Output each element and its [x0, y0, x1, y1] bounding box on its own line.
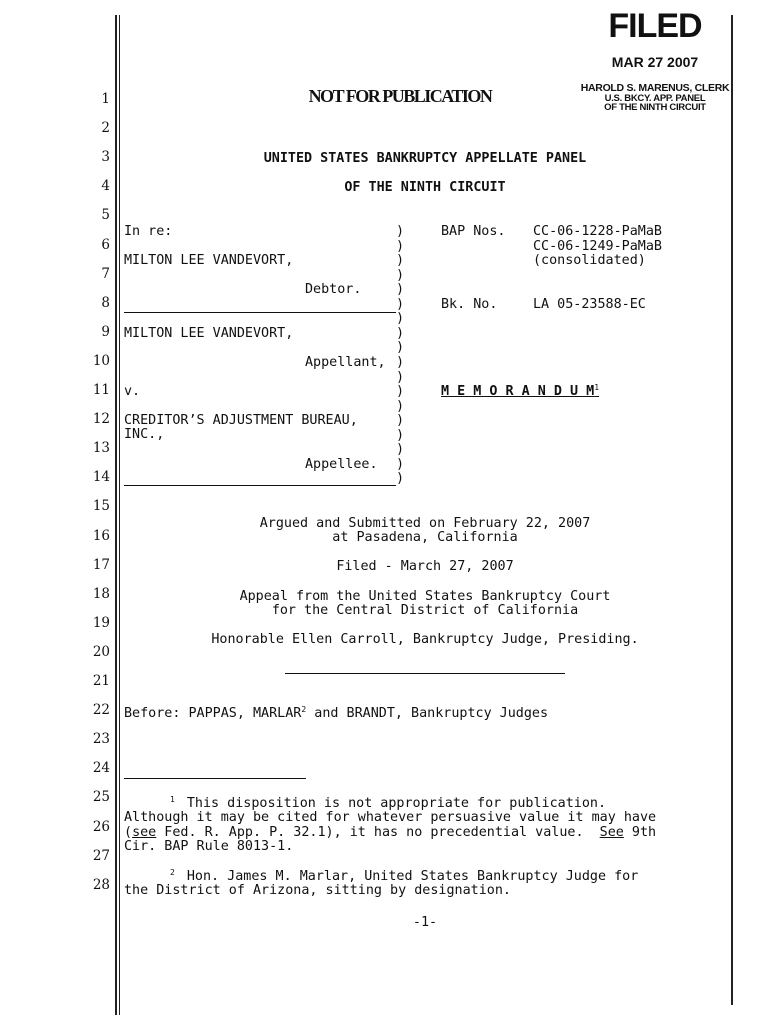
caption-appellee-label: Appellee. — [305, 457, 378, 472]
caption-paren: ) — [396, 253, 405, 269]
footnote-2-line-2: the District of Arizona, sitting by designation. — [124, 883, 511, 898]
filed-date: MAR 27 2007 — [611, 54, 699, 70]
caption-appellant-name: MILTON LEE VANDEVORT, — [124, 326, 294, 341]
presiding-judge: Honorable Ellen Carroll, Bankruptcy Judge, Presiding. — [211, 632, 639, 647]
caption-paren: ) — [396, 340, 405, 356]
memorandum-title — [441, 384, 599, 399]
not-for-publication: NOT FOR PUBLICATION — [308, 86, 492, 106]
caption-paren: ) — [396, 456, 405, 472]
line-number: 11 — [92, 382, 110, 398]
line-number: 4 — [101, 178, 110, 195]
caption-paren: ) — [396, 311, 405, 327]
caption-paren: ) — [396, 354, 405, 370]
caption-paren: ) — [396, 442, 405, 458]
court-title-line2: OF THE NINTH CIRCUIT — [344, 180, 506, 195]
caption-divider-1 — [124, 312, 396, 313]
argued-line-1: Argued and Submitted on February 22, 2007 — [259, 516, 591, 531]
caption-paren: ) — [396, 398, 405, 414]
body-divider — [285, 673, 565, 674]
line-number: 24 — [92, 760, 110, 777]
footnote-1-see-2: See — [599, 825, 624, 840]
bap-number-3: (consolidated) — [533, 253, 646, 268]
line-number: 7 — [101, 265, 110, 282]
memorandum-text: M E M O R A N D U M — [441, 384, 595, 399]
appeal-line-1: Appeal from the United States Bankruptcy Court — [239, 589, 611, 604]
panel-judges-footnote-ref: 2 — [301, 705, 307, 714]
footnote-1-citation: Fed. R. App. P. 32.1), it has no precedential value. — [156, 825, 600, 840]
line-number: 13 — [92, 440, 110, 457]
line-number: 19 — [92, 614, 110, 631]
caption-debtor-label: Debtor. — [305, 282, 362, 297]
caption-paren: ) — [396, 369, 405, 385]
panel-judges — [124, 706, 548, 721]
panel-judges-prefix: Before: PAPPAS, MARLAR — [124, 706, 302, 721]
panel-judges-suffix: and BRANDT, Bankruptcy Judges — [306, 706, 549, 721]
line-number: 27 — [92, 847, 110, 864]
footnote-2-text-1: Hon. James M. Marlar, United States Bankruptcy Judge for — [186, 869, 639, 884]
clerk-court: U.S. BKCY. APP. PANEL — [604, 93, 706, 104]
line-number: 9 — [101, 323, 110, 340]
footnote-1-line-1 — [170, 796, 606, 811]
line-number: 2 — [101, 120, 110, 137]
filed-stamp — [570, 6, 740, 112]
line-number: 6 — [101, 236, 110, 253]
caption-paren: ) — [396, 384, 405, 400]
footnote-2-marker: 2 — [170, 868, 175, 877]
line-number: 15 — [92, 498, 110, 515]
footnote-1-circuit: 9th — [623, 825, 657, 840]
caption-appellee-name-1: CREDITOR’S ADJUSTMENT BUREAU, — [124, 413, 358, 428]
page-number: -1- — [412, 915, 438, 930]
line-number: 17 — [92, 556, 110, 573]
footnote-2-line-1 — [170, 869, 638, 884]
caption-paren: ) — [396, 413, 405, 429]
caption-paren: ) — [396, 224, 405, 239]
filed-title: FILED — [608, 7, 702, 45]
line-number: 14 — [92, 469, 110, 486]
bap-number-1: CC-06-1228-PaMaB — [533, 224, 662, 239]
line-number: 5 — [101, 207, 110, 224]
caption-divider-2 — [124, 485, 396, 486]
line-number: 1 — [101, 91, 110, 107]
line-number: 18 — [92, 585, 110, 602]
caption-paren: ) — [396, 238, 405, 254]
footnote-1-line-4: Cir. BAP Rule 8013-1. — [124, 839, 294, 854]
line-number: 10 — [92, 352, 110, 369]
memorandum-footnote-ref: 1 — [594, 383, 600, 392]
bk-label: Bk. No. — [441, 297, 498, 312]
line-number: 8 — [101, 294, 110, 311]
caption-paren: ) — [396, 427, 405, 443]
clerk-name: HAROLD S. MARENUS, CLERK — [580, 82, 730, 94]
right-margin-rule — [731, 15, 733, 1005]
court-title-line1: UNITED STATES BANKRUPTCY APPELLATE PANEL — [263, 151, 587, 166]
caption-paren: ) — [396, 471, 405, 487]
bap-number-2: CC-06-1249-PaMaB — [533, 239, 662, 254]
line-number: 12 — [92, 411, 110, 428]
line-number: 26 — [92, 818, 110, 835]
left-margin-rule-outer — [115, 15, 117, 1015]
caption-paren: ) — [396, 282, 405, 298]
bap-label: BAP Nos. — [441, 224, 506, 239]
line-number: 28 — [92, 876, 110, 893]
clerk-circuit: OF THE NINTH CIRCUIT — [604, 102, 706, 113]
line-number: 3 — [101, 149, 110, 166]
footnote-1-text-1: This disposition is not appropriate for publication. — [186, 796, 607, 811]
footnote-separator — [124, 778, 306, 779]
line-number: 25 — [92, 789, 110, 806]
caption-debtor-name: MILTON LEE VANDEVORT, — [124, 253, 294, 268]
footnote-1-marker: 1 — [170, 795, 175, 804]
caption-paren: ) — [396, 296, 405, 312]
caption-versus: v. — [124, 384, 141, 399]
line-number: 23 — [92, 731, 110, 748]
argued-line-2: at Pasadena, California — [332, 530, 518, 545]
line-number: 16 — [92, 527, 110, 544]
footnote-1-line-3 — [124, 825, 656, 840]
filed-line: Filed - March 27, 2007 — [336, 559, 514, 574]
caption-paren: ) — [396, 325, 405, 341]
caption-paren: ) — [396, 267, 405, 283]
caption-appellee-name-2: INC., — [124, 427, 165, 442]
footnote-1-see-1: see — [132, 825, 157, 840]
footnote-1-line-2: Although it may be cited for whatever persuasive value it may have — [124, 810, 657, 825]
caption-in-re: In re: — [124, 224, 173, 239]
appeal-line-2: for the Central District of California — [271, 603, 579, 618]
line-number: 22 — [92, 702, 110, 719]
footnote-1-open-paren: ( — [124, 825, 133, 840]
line-number: 20 — [92, 643, 110, 660]
bk-number: LA 05-23588-EC — [533, 297, 646, 312]
line-number: 21 — [92, 673, 110, 689]
caption-appellant-label: Appellant, — [305, 355, 386, 370]
